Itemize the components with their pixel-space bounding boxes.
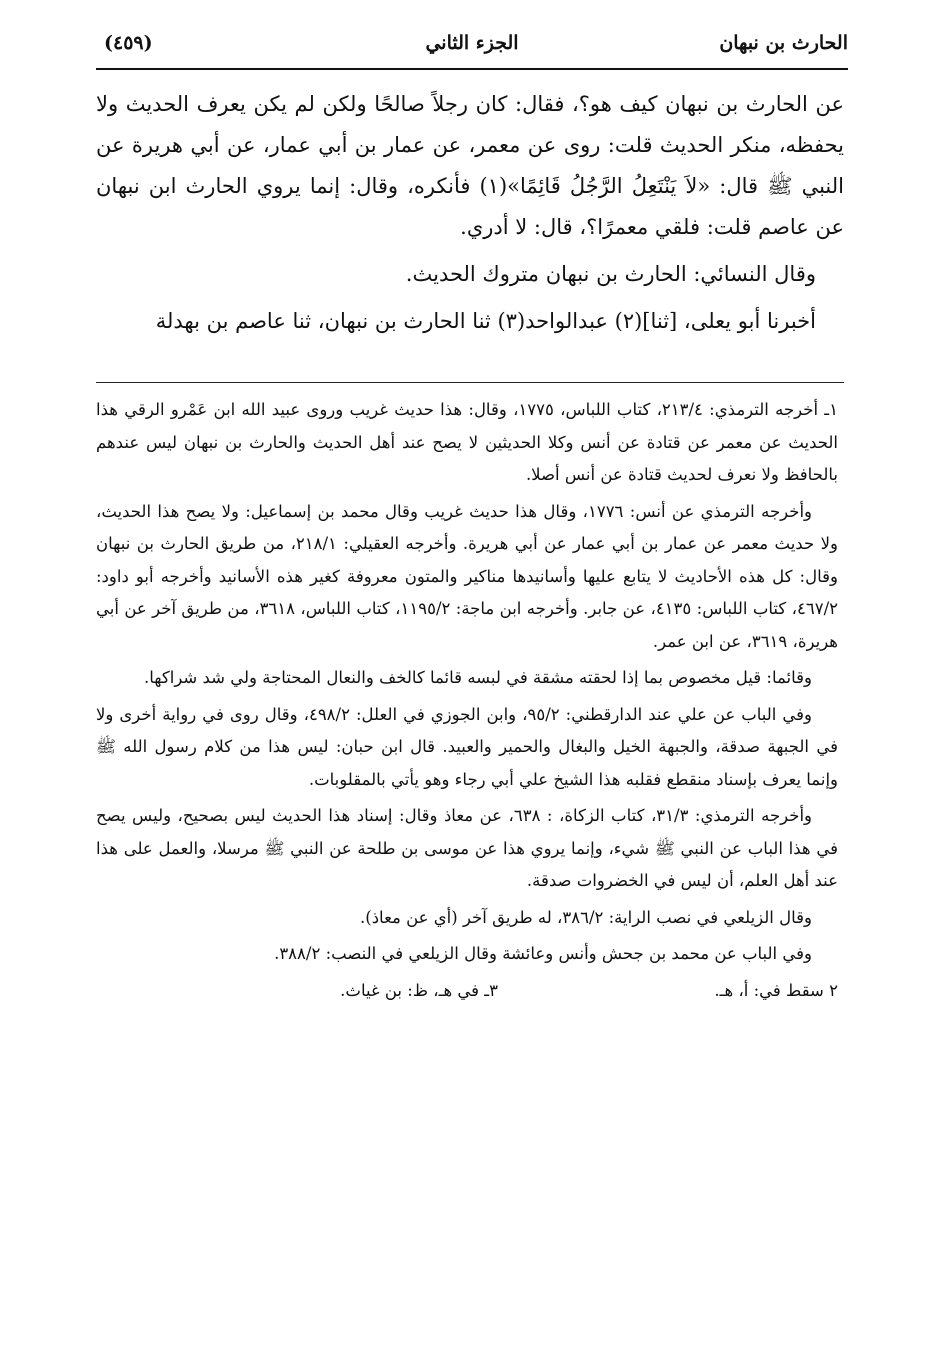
footnote-paragraph: وفي الباب عن محمد بن جحش وأنس وعائشة وقال الزيلعي في النصب: ٣٨٨/٢.: [274, 944, 812, 963]
footnote-row: [96, 975, 838, 1008]
main-paragraph: وقال النسائي: الحارث بن نبهان متروك الحديث.: [405, 262, 816, 286]
running-title: الحارث بن نبهان: [719, 32, 848, 54]
header-divider: [96, 68, 848, 70]
footnote-2: ٢ سقط في: أ، هـ.: [714, 980, 838, 1000]
footnote-paragraph: وقائما: قيل مخصوص بما إذا لحقته مشقة في لبسه قائما كالخف والنعال المحتاجة ولي شد شراكها.: [144, 668, 812, 687]
footnote-paragraph: وأخرجه الترمذي عن أنس: ١٧٧٦، وقال هذا حديث غريب وقال محمد بن إسماعيل: ولا يصح هذا الحديث، ولا حديث معمر عن عمار بن أبي عمار عن أبي هريرة. وأخرجه العقيلي: ٢١٨/١، من طريق الحارث بن نبهان وقال: كل هذه الأحاديث لا يتابع عليها وأسانيدها مناكير والمتون معروفة كغير هذه الأسانيد وأخرجه أبو داود: ٤٦٧/٢، كتاب اللباس: ٤١٣٥، عن جابر. وأخرجه ابن ماجة: ١١٩٥/٢، كتاب اللباس، ٣٦١٨، من طريق آخر عن أبي هريرة، ٣٦١٩، عن ابن عمر.: [96, 501, 838, 651]
footnote-paragraph: وأخرجه الترمذي: ٣١/٣، كتاب الزكاة، : ٦٣٨، عن معاذ وقال: إسناد هذا الحديث ليس بصحيح، وليس يصح في هذا الباب عن النبي ﷺ شيء، وإنما يروي هذا عن موسى بن طلحة عن النبي ﷺ مرسلا، والعمل على هذا عند أهل العلم، أن ليس في الخضروات صدقة.: [96, 806, 838, 890]
footnote-3: ٣ـ في هـ، ظ: بن غياث.: [340, 980, 498, 1000]
footnote-1: ١ـ أخرجه الترمذي: ٢١٣/٤، كتاب اللباس، ١٧٧٥، وقال: هذا حديث غريب وروى عبيد الله ابن عَمْرو الرقي هذا الحديث عن معمر عن قتادة عن أنس وكلا الحديثين لا يصح عند أهل الحديث والحارث بن نبهان ليس عندهم بالحافظ ولا نعرف لحديث قتادة عن أنس أصلا.: [96, 400, 838, 484]
main-paragraph: عن الحارث بن نبهان كيف هو؟، فقال: كان رجلاً صالحًا ولكن لم يكن يعرف الحديث ولا يحفظه، منكر الحديث قلت: روى عن معمر، عن عمار بن أبي عمار، عن أبي هريرة عن النبي ﷺ قال: «لاَ يَنْتَعِلُ الرَّجُلُ قَائِمًا»(١) فأنكره، وقال: إنما يروي الحارث ابن نبهان عن عاصم قلت: فلقي معمرًا؟، قال: لا أدري.: [96, 92, 845, 239]
main-text: [96, 84, 844, 348]
main-paragraph: أخبرنا أبو يعلى، [ثنا](٢) عبدالواحد(٣) ثنا الحارث بن نبهان، ثنا عاصم بن بهدلة: [155, 309, 816, 333]
footnote-paragraph: وقال الزيلعي في نصب الراية: ٣٨٦/٢، له طريق آخر (أي عن معاذ).: [360, 907, 812, 927]
footnote-paragraph: وفي الباب عن علي عند الدارقطني: ٩٥/٢، وابن الجوزي في العلل: ٤٩٨/٢، وقال روى في رواية أخرى ولا في الجبهة صدقة، والجبهة الخيل والبغال والحمير والعبيد. قال ابن حبان: ليس هذا من كلام رسول الله ﷺ وإنما يعرف بإسناد منقطع فقلبه هذا الشيخ علي أبي رجاء وهو يأتي بالمقلوبات.: [96, 704, 838, 789]
volume-label: الجزء الثاني: [425, 32, 519, 54]
page-header: [96, 28, 848, 68]
footnote-divider: [96, 382, 844, 383]
footnotes: [96, 394, 838, 1007]
page-number: (٤٥٩): [104, 32, 153, 54]
